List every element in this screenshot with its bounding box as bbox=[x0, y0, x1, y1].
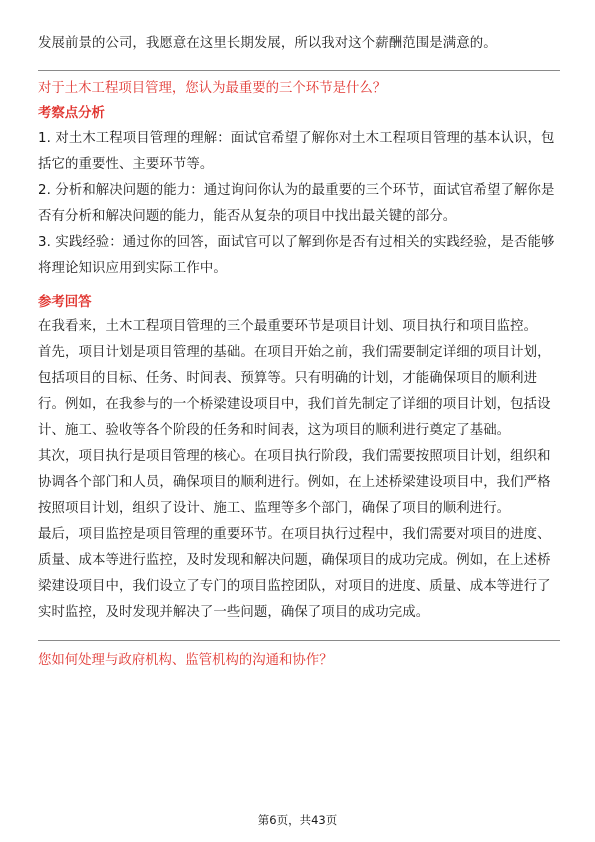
answer-paragraph: 最后，项目监控是项目管理的重要环节。在项目执行过程中，我们需要对项目的进度、质量、成本等进行监控，及时发现和解决问题，确保项目的成功完成。例如，在上述桥梁建设项目中，我们设立了专门的项目监控团队，对项目的进度、质量、成本等进行了实时监控，及时发现并解决了一些问题，确保了项目的成功完成。 bbox=[38, 527, 551, 620]
question-heading: 对于土木工程项目管理，您认为最重要的三个环节是什么？ bbox=[38, 81, 387, 96]
divider bbox=[38, 640, 560, 641]
analysis-point: 2. 分析和解决问题的能力：通过询问你认为的最重要的三个环节，面试官希望了解你是否有分析和解决问题的能力，能否从复杂的项目中找出最关键的部分。 bbox=[38, 183, 555, 224]
divider bbox=[38, 70, 560, 71]
intro-tail-text: 发展前景的公司，我愿意在这里长期发展，所以我对这个薪酬范围是满意的。 bbox=[38, 36, 497, 51]
analysis-heading: 考察点分析 bbox=[38, 106, 105, 121]
answer-paragraph: 其次，项目执行是项目管理的核心。在项目执行阶段，我们需要按照项目计划，组织和协调各个部门和人员，确保项目的顺利进行。例如，在上述桥梁建设项目中，我们严格按照项目计划，组织了设计、施工、监理等多个部门，确保了项目的顺利进行。 bbox=[38, 449, 551, 516]
analysis-point: 1. 对土木工程项目管理的理解：面试官希望了解你对土木工程项目管理的基本认识，包括它的重要性、主要环节等。 bbox=[38, 131, 555, 172]
answer-heading: 参考回答 bbox=[38, 295, 92, 310]
answer-paragraph: 首先，项目计划是项目管理的基础。在项目开始之前，我们需要制定详细的项目计划，包括项目的目标、任务、时间表、预算等。只有明确的计划，才能确保项目的顺利进行。例如，在我参与的一个桥梁建设项目中，我们首先制定了详细的项目计划，包括设计、施工、验收等各个阶段的任务和时间表，这为项目的顺利进行奠定了基础。 bbox=[38, 345, 551, 438]
question-heading: 您如何处理与政府机构、监管机构的沟通和协作？ bbox=[38, 653, 333, 668]
page-number: 第6页，共43页 bbox=[257, 813, 338, 827]
analysis-point: 3. 实践经验：通过你的回答，面试官可以了解到你是否有过相关的实践经验，是否能够将理论知识应用到实际工作中。 bbox=[38, 235, 555, 276]
answer-paragraph: 在我看来，土木工程项目管理的三个最重要环节是项目计划、项目执行和项目监控。 bbox=[38, 319, 538, 334]
document-page bbox=[38, 0, 560, 671]
